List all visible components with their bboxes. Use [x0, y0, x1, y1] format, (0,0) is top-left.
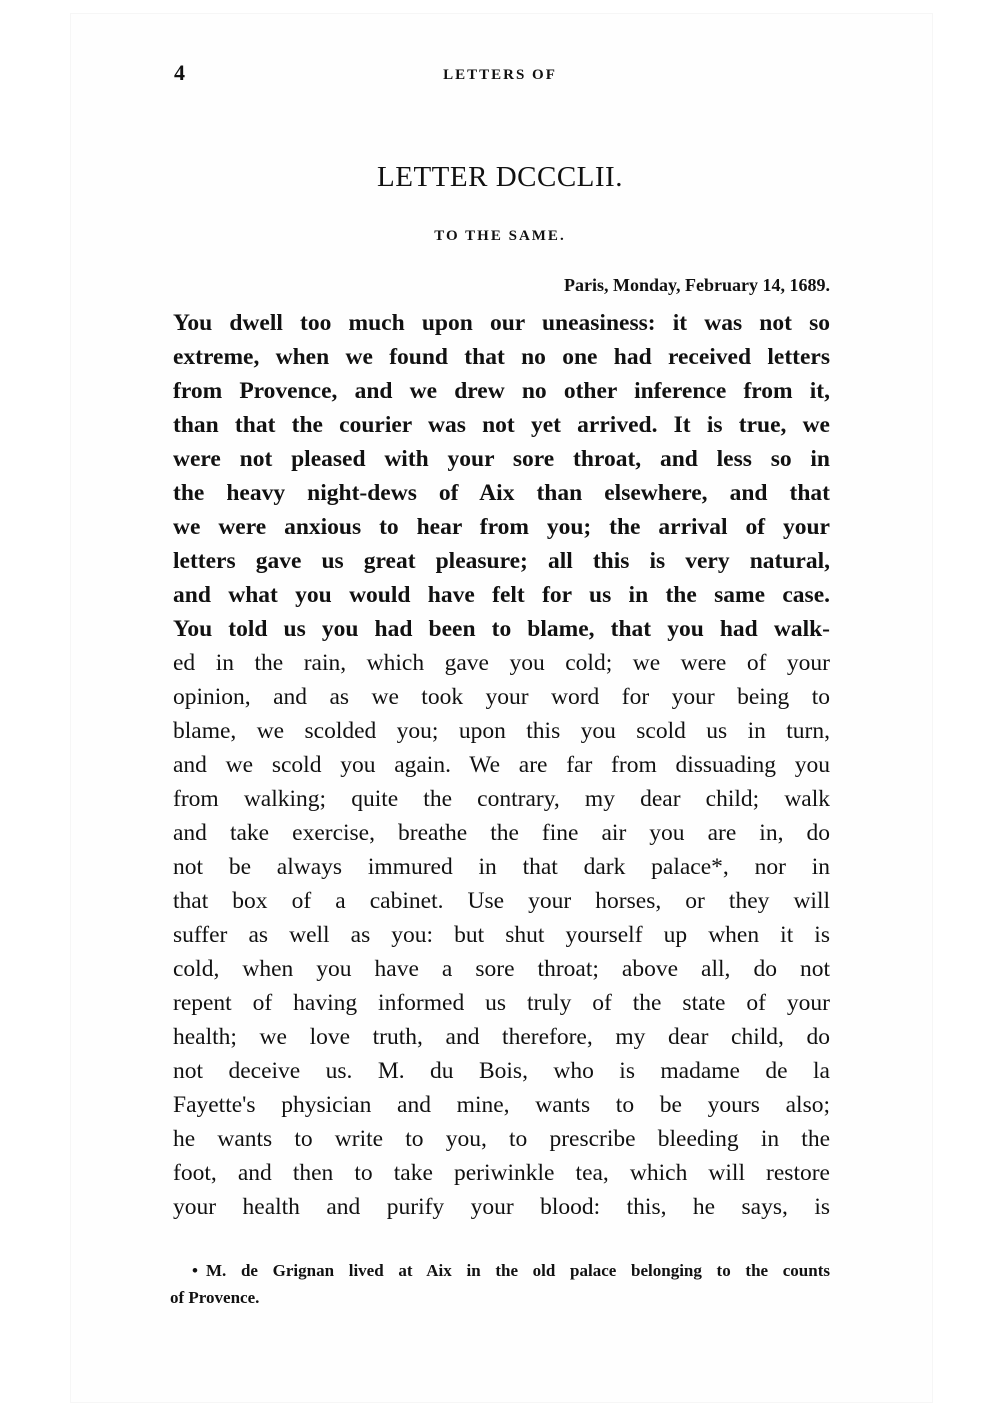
letter-body — [173, 306, 830, 1224]
body-line: opinion, and as we took your word for your being to — [173, 684, 830, 710]
body-line: foot, and then to take periwinkle tea, which will restore — [173, 1160, 830, 1186]
page-number: 4 — [174, 60, 185, 85]
body-line: that box of a cabinet. Use your horses, or they will — [173, 888, 830, 914]
letter-title: LETTER DCCCLII. — [377, 161, 623, 193]
running-head: LETTERS OF — [443, 67, 557, 83]
body-line: the heavy night-dews of Aix than elsewhere, and that — [173, 480, 830, 506]
body-line: Fayette's physician and mine, wants to be yours also; — [173, 1092, 830, 1118]
body-line: not deceive us. M. du Bois, who is madame de la — [173, 1058, 830, 1084]
body-line: we were anxious to hear from you; the arrival of your — [173, 514, 830, 540]
body-line: from Provence, and we drew no other inference from it, — [173, 378, 830, 404]
body-line: and take exercise, breathe the fine air you are in, do — [173, 820, 830, 846]
body-line: cold, when you have a sore throat; above all, do not — [173, 956, 830, 982]
body-line: your health and purify your blood: this, he says, is — [173, 1194, 830, 1220]
letter-recipient: TO THE SAME. — [434, 228, 566, 244]
body-line: and we scold you again. We are far from dissuading you — [173, 752, 830, 778]
body-line: suffer as well as you: but shut yourself up when it is — [173, 922, 830, 948]
footnote-line: of Provence. — [170, 1288, 260, 1307]
body-line: and what you would have felt for us in the same case. — [173, 582, 830, 608]
body-line: ed in the rain, which gave you cold; we were of your — [173, 650, 830, 676]
footnote — [170, 1257, 830, 1311]
body-line: from walking; quite the contrary, my dear child; walk — [173, 786, 830, 812]
body-line: letters gave us great pleasure; all this is very natural, — [173, 548, 830, 574]
body-line: not be always immured in that dark palace*, nor in — [173, 854, 830, 880]
letter-dateline: Paris, Monday, February 14, 1689. — [564, 275, 830, 295]
footnote-marker-icon: • — [192, 1261, 198, 1280]
body-line: health; we love truth, and therefore, my dear child, do — [173, 1024, 830, 1050]
body-line: than that the courier was not yet arrived. It is true, we — [173, 412, 830, 438]
body-line: repent of having informed us truly of the state of your — [173, 990, 830, 1016]
body-line: You dwell too much upon our uneasiness: it was not so — [173, 310, 830, 336]
body-line: were not pleased with your sore throat, and less so in — [173, 446, 830, 472]
footnote-line — [170, 1257, 830, 1284]
body-line: You told us you had been to blame, that you had walk- — [173, 616, 830, 642]
body-line: extreme, when we found that no one had received letters — [173, 344, 830, 370]
body-line: blame, we scolded you; upon this you scold us in turn, — [173, 718, 830, 744]
body-line: he wants to write to you, to prescribe bleeding in the — [173, 1126, 830, 1152]
footnote-text: M. de Grignan lived at Aix in the old palace belonging to the counts — [205, 1261, 830, 1280]
